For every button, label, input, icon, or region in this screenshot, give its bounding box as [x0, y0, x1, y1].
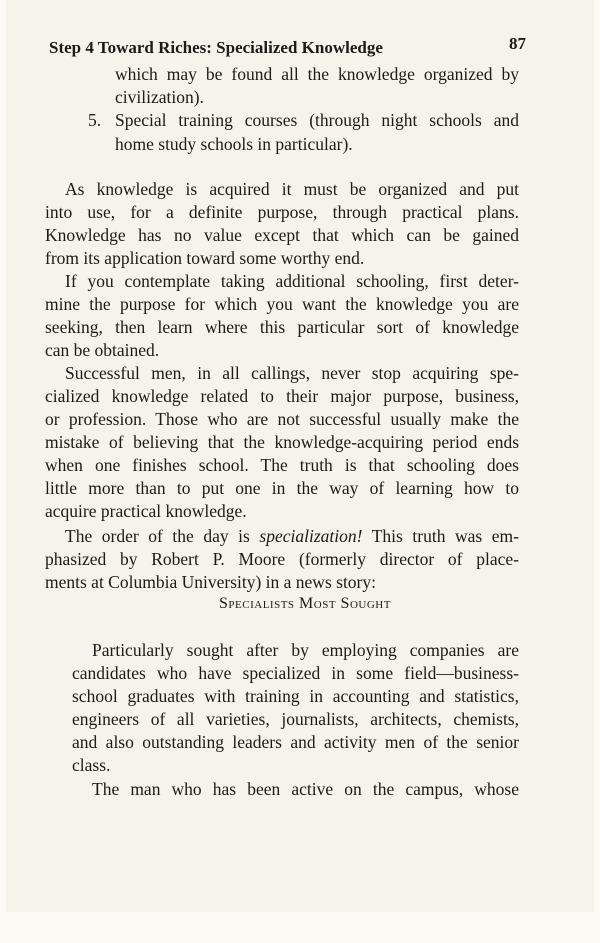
running-title: Step 4 Toward Riches: Specialized Knowledge — [49, 38, 383, 57]
text-line: ments at Columbia University) in a news story: — [45, 572, 376, 592]
emphasis: specialization! — [259, 526, 363, 546]
text-line: cialized knowledge related to their major purpose, business, — [45, 386, 519, 406]
section-heading: Specialists Most Sought — [219, 595, 391, 612]
text-line: when one finishes school. The truth is that schooling does — [45, 455, 519, 475]
text-line: acquire practical knowledge. — [45, 501, 247, 521]
text-line: seeking, then learn where this particular sort of knowledge — [45, 317, 519, 337]
text-line: Special training courses (through night schools and — [115, 110, 519, 130]
text-line: If you contemplate taking additional schooling, first deter- — [65, 271, 519, 291]
book-page — [6, 0, 594, 912]
text-line: and also outstanding leaders and activity men of the senior — [72, 732, 519, 752]
text-line — [65, 525, 519, 547]
text-line: home study schools in particular). — [115, 134, 353, 154]
text-line: or profession. Those who are not successful usually make the — [45, 409, 519, 429]
text-line: which may be found all the knowledge organized by — [115, 64, 519, 84]
text-line: Particularly sought after by employing companies are — [92, 640, 519, 660]
text-line: civilization). — [115, 87, 204, 107]
text: The order of the day is — [65, 526, 260, 546]
text-line: candidates who have specialized in some field—business- — [72, 663, 519, 683]
text-line: school graduates with training in accounting and statistics, — [72, 686, 519, 706]
text-line: mine the purpose for which you want the knowledge you are — [45, 294, 519, 314]
list-number: 5. — [88, 110, 102, 130]
text-line: mistake of believing that the knowledge-acquiring period ends — [45, 432, 519, 452]
text-line: Knowledge has no value except that which can be gained — [45, 225, 519, 245]
text-line: phasized by Robert P. Moore (formerly director of place- — [45, 549, 519, 569]
text-line: class. — [72, 755, 111, 775]
page-number: 87 — [509, 34, 526, 53]
text-line: from its application toward some worthy end. — [45, 248, 365, 268]
text-line: As knowledge is acquired it must be organized and put — [65, 179, 519, 199]
text-line: The man who has been active on the campus, whose — [92, 779, 519, 799]
text-line: Successful men, in all callings, never stop acquiring spe- — [65, 363, 519, 383]
text-line: can be obtained. — [45, 340, 160, 360]
text: This truth was em- — [362, 526, 519, 546]
text-line: into use, for a definite purpose, through practical plans. — [45, 202, 519, 222]
text-line: engineers of all varieties, journalists, architects, chemists, — [72, 709, 519, 729]
text-line: little more than to put one in the way of learning how to — [45, 478, 519, 498]
